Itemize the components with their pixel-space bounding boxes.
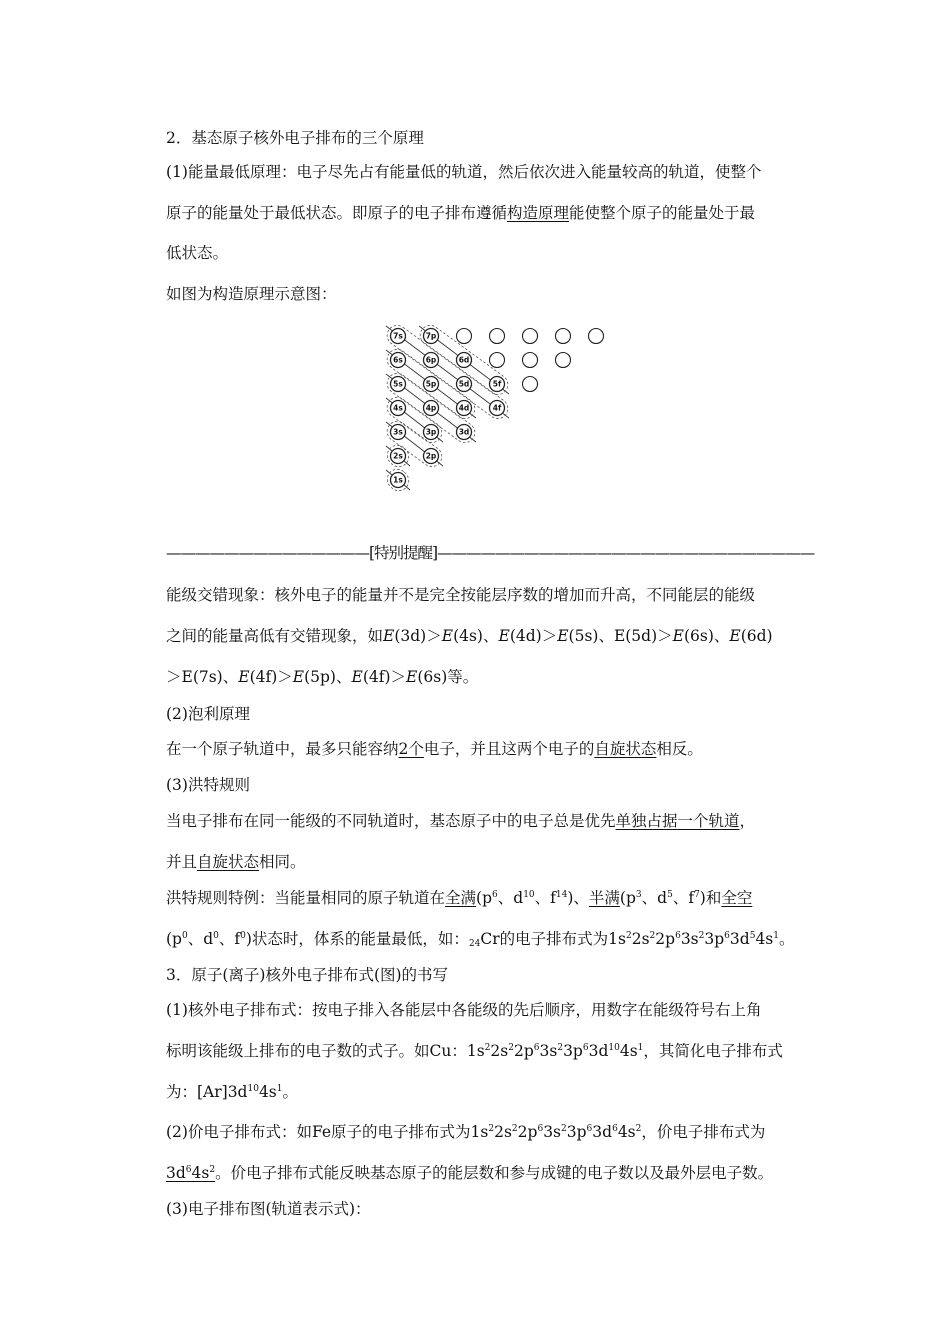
orbital-label: 6s — [393, 355, 403, 365]
orbital-diagram-heading: (3)电子排布图(轨道表示式)： — [166, 1200, 371, 1218]
paragraph-line: 低状态。 — [166, 244, 229, 262]
orbital-label: 4f — [492, 403, 502, 413]
section-3-title: 3．原子(离子)核外电子排布式(图)的书写 — [166, 966, 449, 984]
paragraph-line: $3d^64s^2$。价电子排布式能反映基态原子的能层数和参与成键的电子数以及最外层电子数。 — [166, 1164, 774, 1182]
orbital-circle — [556, 353, 571, 368]
diagram-intro: 如图为构造原理示意图： — [166, 285, 337, 303]
orbital-label: 6p — [425, 355, 437, 365]
orbital-circle — [556, 329, 571, 344]
paragraph-line: 原子的能量处于最低状态。即原子的电子排布遵循构造原理能使整个原子的能量处于最 — [166, 204, 756, 222]
section-2-title: 2．基态原子核外电子排布的三个原理 — [166, 129, 424, 147]
orbital-circle — [457, 329, 472, 344]
orbital-label: 2s — [393, 451, 403, 461]
orbital-label: 4d — [458, 403, 470, 413]
paragraph-line: (1)能量最低原理：电子尽先占有能量低的轨道，然后依次进入能量较高的轨道，使整个 — [166, 163, 762, 181]
pauli-title: (2)泡利原理 — [166, 705, 250, 723]
orbital-label: 2p — [425, 451, 437, 461]
paragraph-line: 能级交错现象：核外电子的能量并不是完全按能层序数的增加而升高，不同能层的能级 — [166, 586, 756, 604]
orbital-label: 7p — [425, 331, 437, 341]
orbital-label: 5f — [492, 379, 502, 389]
underlined-term: 构造原理 — [507, 204, 570, 222]
orbital-circle — [490, 353, 505, 368]
paragraph-line: 并且自旋状态相同。 — [166, 853, 306, 871]
orbital-label: 3d — [458, 427, 470, 437]
orbital-label: 6d — [458, 355, 470, 365]
orbital-circle — [523, 329, 538, 344]
orbital-circle — [490, 329, 505, 344]
paragraph-line: (2)价电子排布式：如Fe原子的电子排布式为$1s^22s^22p^63s^23p^63d^64s^2$，价电子排布式为 — [166, 1123, 766, 1141]
hund-title: (3)洪特规则 — [166, 776, 250, 794]
orbital-circle — [589, 329, 604, 344]
paragraph-line: ($p^0$、$d^0$、$f^0$)状态时，体系的能量最低，如：$_{24}$Cr的电子排布式为$1s^22s^22p^63s^23p^63d^54s^1$。 — [166, 930, 795, 949]
orbital-label: 5p — [425, 379, 437, 389]
orbital-label: 7s — [393, 331, 403, 341]
aufbau-diagram — [372, 318, 632, 528]
orbital-label: 3p — [425, 427, 437, 437]
orbital-label: 3s — [393, 427, 403, 437]
paragraph-line: (1)核外电子排布式：按电子排入各能层中各能级的先后顺序，用数字在能级符号右上角 — [166, 1001, 762, 1019]
paragraph-line: 当电子排布在同一能级的不同轨道时，基态原子中的电子总是优先单独占据一个轨道， — [166, 812, 756, 830]
orbital-label: 4s — [393, 403, 403, 413]
special-tip-divider: ——————————————[特别提醒]—————————————————————————— — [166, 544, 815, 562]
orbital-label: 4p — [425, 403, 437, 413]
paragraph-line: 在一个原子轨道中，最多只能容纳2个电子，并且这两个电子的自旋状态相反。 — [166, 740, 703, 758]
paragraph-line: 标明该能级上排布的电子数的式子。如Cu：$1s^22s^22p^63s^23p^63d^{10}4s^1$，其简化电子排布式 — [166, 1042, 783, 1060]
orbital-circle — [523, 353, 538, 368]
orbital-label: 5d — [458, 379, 470, 389]
orbital-grid — [391, 329, 604, 488]
orbital-label: 1s — [393, 475, 403, 485]
orbital-label: 5s — [393, 379, 403, 389]
paragraph-line: 为：$[Ar]3d^{10}4s^1$。 — [166, 1083, 299, 1101]
orbital-circle — [523, 377, 538, 392]
paragraph-line: 之间的能量高低有交错现象，如E(3d)＞E(4s)、E(4d)＞E(5s)、E(5d)＞E(6s)、E(6d) — [166, 627, 773, 645]
paragraph-line: ＞E(7s)、E(4f)＞E(5p)、E(4f)＞E(6s)等。 — [166, 668, 479, 686]
paragraph-line: 洪特规则特例：当能量相同的原子轨道在全满($p^6$、$d^{10}$、$f^{14}$)、半满($p^3$、$d^5$、$f^7$)和全空 — [166, 889, 753, 907]
